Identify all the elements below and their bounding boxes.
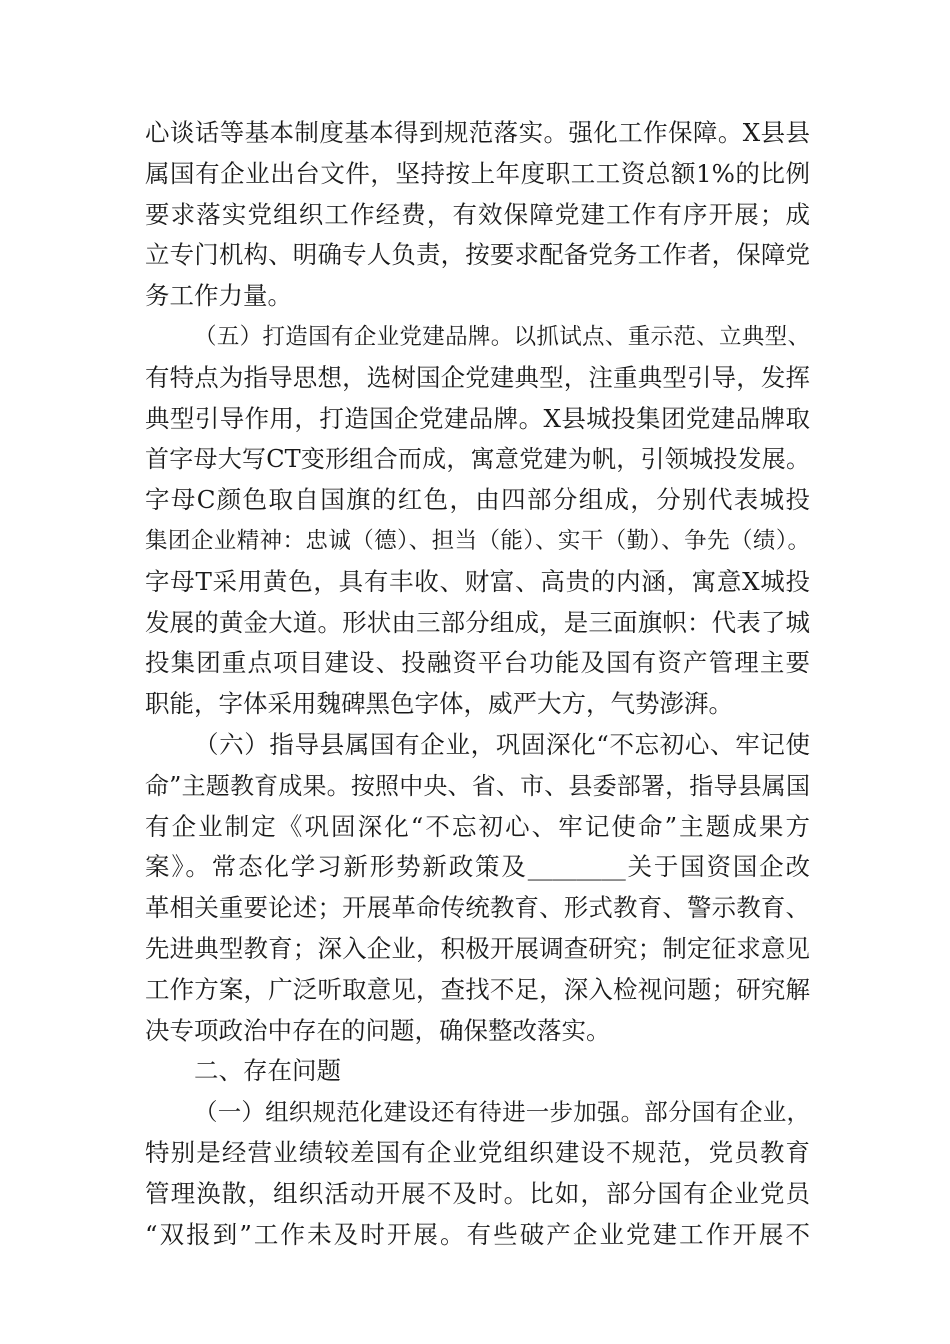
section-heading: 二、存在问题	[194, 1056, 341, 1086]
text-line: 属国有企业出台文件，坚持按上年度职工工资总额1%的比例	[145, 158, 810, 188]
text-line: 典型引导作用，打造国企党建品牌。X县城投集团党建品牌取	[145, 403, 810, 433]
text-line: 决专项政治中存在的问题，确保整改落实。	[145, 1015, 611, 1045]
text-line: 工作方案，广泛听取意见，查找不足，深入检视问题；研究解	[145, 974, 810, 1004]
text-line: 发展的黄金大道。形状由三部分组成，是三面旗帜：代表了城	[145, 607, 810, 637]
paragraph-start-line: （五）打造国有企业党建品牌。以抓试点、重示范、立典型、	[194, 323, 810, 350]
text-line: 案》。常态化学习新形势新政策及________关于国资国企改	[145, 852, 810, 882]
text-line: 字母T采用黄色，具有丰收、财富、高贵的内涵，寓意X城投	[145, 566, 810, 596]
text-line: 心谈话等基本制度基本得到规范落实。强化工作保障。X县县	[145, 118, 810, 147]
text-line: 有特点为指导思想，选树国企党建典型，注重典型引导，发挥	[145, 362, 810, 392]
text-line: 务工作力量。	[145, 281, 292, 311]
paragraph-start-line: （六）指导县属国有企业，巩固深化“不忘初心、牢记使	[194, 729, 810, 759]
text-line: 管理涣散，组织活动开展不及时。比如，部分国有企业党员	[145, 1178, 810, 1208]
text-line: 首字母大写CT变形组合而成，寓意党建为帆，引领城投发展。	[145, 445, 810, 474]
text-line: 命”主题教育成果。按照中央、省、市、县委部署，指导县属国	[145, 771, 810, 800]
text-line: 特别是经营业绩较差国有企业党组织建设不规范，党员教育	[145, 1137, 810, 1167]
text-line: 立专门机构、明确专人负责，按要求配备党务工作者，保障党	[145, 240, 810, 270]
text-line: “双报到”工作未及时开展。有些破产企业党建工作开展不	[145, 1219, 810, 1249]
document-page	[145, 113, 810, 1255]
text-line: 革相关重要论述；开展革命传统教育、形式教育、警示教育、	[145, 893, 810, 923]
text-line: 要求落实党组织工作经费，有效保障党建工作有序开展；成	[145, 199, 810, 229]
text-line: 投集团重点项目建设、投融资平台功能及国有资产管理主要	[145, 648, 810, 678]
text-line: 职能，字体采用魏碑黑色字体，威严大方，气势澎湃。	[145, 689, 733, 719]
text-line: 集团企业精神：忠诚（德）、担当（能）、实干（勤）、争先（绩）。	[145, 527, 810, 554]
paragraph-start-line: （一）组织规范化建设还有待进一步加强。部分国有企业，	[194, 1098, 810, 1127]
text-line: 字母C颜色取自国旗的红色，由四部分组成，分别代表城投	[145, 485, 810, 515]
text-line: 有企业制定《巩固深化“不忘初心、牢记使命”主题成果方	[145, 811, 810, 841]
text-line: 先进典型教育；深入企业，积极开展调查研究；制定征求意见	[145, 933, 810, 963]
